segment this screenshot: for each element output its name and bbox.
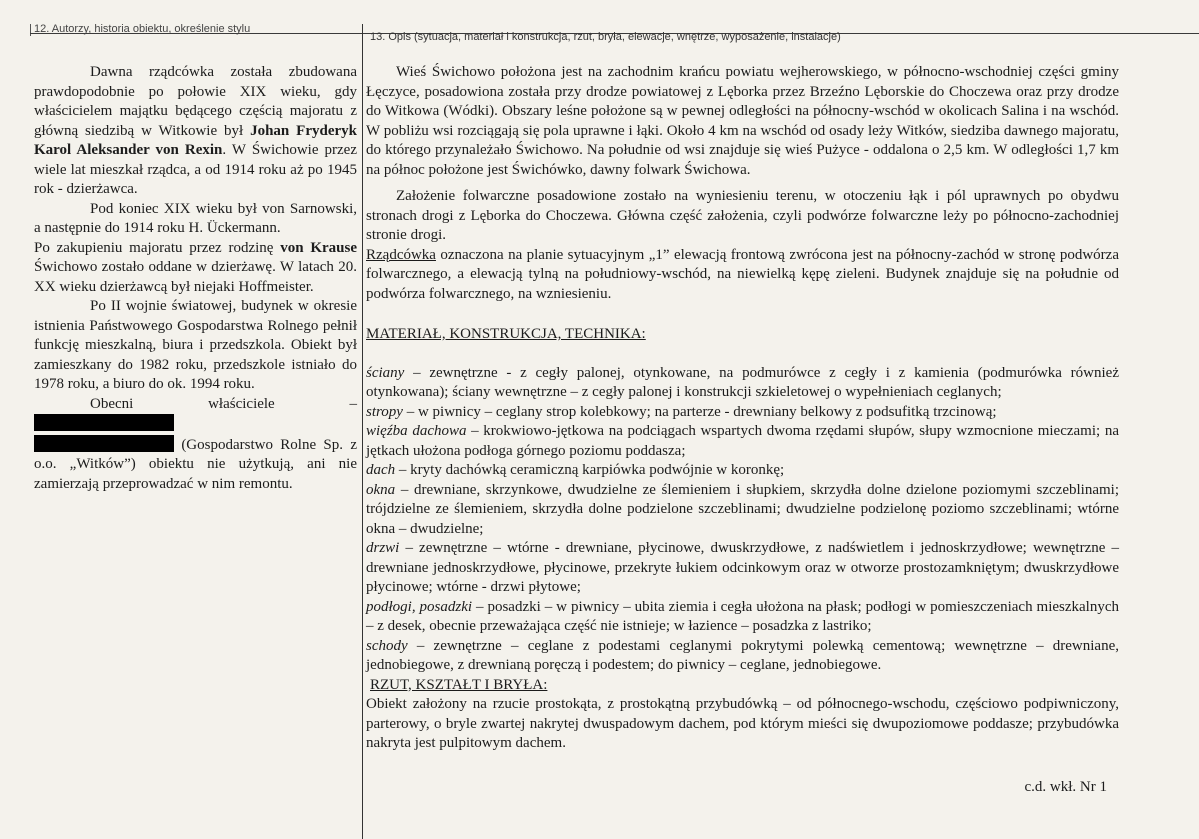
history-column <box>34 63 357 494</box>
family-name: von Krause <box>280 239 357 256</box>
continuation-note: c.d. wkł. Nr 1 <box>1024 779 1107 795</box>
history-paragraph: Po II wojnie światowej, budynek w okresie istnienia Państwowego Gospodarstwa Rolnego pełnił funkcję mieszkalną, biura i przedszkola. Obiekt był zamieszkany do 1982 roku, przedszkole istniało do 1978 roku, a biuro do ok. 1994 roku. <box>34 298 357 392</box>
building-name: Rządcówka <box>366 246 436 263</box>
description-paragraph: Rządcówka oznaczona na planie sytuacyjnym „1” elewacją frontową zwrócona jest na północny-zachód w stronę podwórza folwarcznego, a elewacją tylną na południowy-wschód, na niewielką kępę zieleni. Budynek znajduje się na południe od podwórza folwarcznego, na wzniesieniu. <box>366 246 1119 302</box>
owner-name: Johan Fryderyk Karol Aleksander von Rexin <box>34 122 357 158</box>
material-item: ściany – zewnętrzne - z cegły palonej, otynkowane, na podmurówce z cegły i z kamienia (podmurówka również otynkowana); ściany wewnętrzne – z cegły palonej i konstrukcji szkieletowej o wypełnieniach ceglanych; <box>366 364 1119 400</box>
material-item: okna – drewniane, skrzynkowe, dwudzielne ze ślemieniem i słupkiem, skrzydła dolne dzielone poziomymi szczeblinami; trójdzielne ze ślemieniem, skrzydła dolne podzielone szczeblinami; dwudzielne podzielonę poziomo szczeblinami; wtórne okna – dwudzielne; <box>366 481 1119 537</box>
section-heading: MATERIAŁ, KONSTRUKCJA, TECHNIKA: <box>366 326 646 342</box>
history-paragraph: Po zakupieniu majoratu przez rodzinę von Krause Świchowo zostało oddane w dzierżawę. W latach 20. XX wieku dzierżawcą był niejaki Hoffmeister. <box>34 239 357 295</box>
material-item: podłogi, posadzki – posadzki – w piwnicy – ubita ziemia i cegła ułożona na płask; podłogi w pomieszczeniach mieszkalnych – z desek, obecnie przeważająca część nie istnieje; w łazience – posadzka z lastriko; <box>366 598 1119 634</box>
header-right-label: 13. Opis (sytuacja, materiał i konstrukcja, rzut, bryła, elewacje, wnętrze, wyposażenie, instalacje) <box>370 31 841 43</box>
section-heading: RZUT, KSZTAŁT I BRYŁA: <box>370 676 548 693</box>
history-paragraph: Dawna rządcówka została zbudowana prawdopodobnie po połowie XIX wieku, gdy właścicielem majątku będącego częścią majoratu z główną siedzibą w Witkowie był Johan Fryderyk Karol Aleksander von Rexin. W Świchowie przez wiele lat mieszkał rządca, a od 1914 roku aż po 1945 rok - dzierżawca. <box>34 64 357 197</box>
history-paragraph: Obecni właściciele – (Gospodarstwo Rolne Sp. z o.o. „Witków”) obiektu nie użytkują, ani nie zamierzają przeprowadzać w nim remontu. <box>34 395 357 492</box>
column-divider <box>362 24 363 839</box>
header-left-label: 12. Autorzy, historia obiektu, określenie stylu <box>34 23 251 35</box>
material-item: więźba dachowa – krokwiowo-jętkowa na podciągach wspartych dwoma rzędami słupów, słupy wzmocnione mieczami; na jętkach ułożona podłoga górnego poziomu poddasza; <box>366 423 1119 459</box>
description-paragraph: Obiekt założony na rzucie prostokąta, z prostokątną przybudówką – od północnego-wschodu, częściowo podpiwniczony, parterowy, o bryle zwartej nakrytej dwuspadowym dachem, pod którym mieści się dwupoziomowe poddasze; przybudówka nakryta jest pulpitowym dachem. <box>366 696 1119 751</box>
material-item: drzwi – zewnętrzne – wtórne - drewniane, płycinowe, dwuskrzydłowe, z nadświetlem i jednoskrzydłowe; wewnętrzne – drewniane jednoskrzydłowe, płycinowe, przekryte łukiem odcinkowym oraz w otworze prostozamkniętym; dwuskrzydłowe płycinowe; wtórne - drzwi płytowe; <box>366 540 1119 595</box>
description-column <box>366 63 1119 754</box>
description-paragraph: Założenie folwarczne posadowione zostało na wyniesieniu terenu, w otoczeniu łąk i pól uprawnych po obydwu stronach drogi z Lęborka do Choczewa. Główna część założenia, czyli podwórze folwarczne leży po północno-zachodniej stronie drogi. <box>366 188 1119 243</box>
description-paragraph: Wieś Świchowo położona jest na zachodnim krańcu powiatu wejherowskiego, w północno-wschodniej części gminy Łęczyce, posadowiona została przy drodze powiatowej z Lęborka przez Brzeźno Lęborskie do Choczewa oraz przy drodze do Witkowa (Wódki). Obszary leśne położone są w pewnej odległości na północny-wschód w okolicach Salina i na wschód. W pobliżu wsi rozciągają się pola uprawne i łąki. Około 4 km na wschód od osady leży Witków, siedziba dawnego majoratu, do którego przynależało Świchowo. Na południe od wsi znajduje się wieś Pużyce - oddalona o 2,5 km. W odległości 1,7 km na północ położone jest Świchówko, dawny folwark Świchowa. <box>366 64 1119 178</box>
header-tick <box>30 24 31 36</box>
material-item: schody – zewnętrzne – ceglane z podestami ceglanymi pokrytymi polewką cementową; wewnętrzne – drewniane, jednobiegowe, z drewnianą poręczą i podestem; do piwnicy – ceglane, jednobiegowe. <box>366 637 1119 673</box>
redaction-bar <box>34 414 174 431</box>
material-item: dach – kryty dachówką ceramiczną karpiówka podwójnie w koronkę; <box>366 462 785 478</box>
redaction-bar <box>34 435 174 452</box>
material-item: stropy – w piwnicy – ceglany strop kolebkowy; na parterze - drewniany belkowy z podsufitką trzcinową; <box>366 403 997 420</box>
history-paragraph: Pod koniec XIX wieku był von Sarnowski, a następnie do 1914 roku H. Ückermann. <box>34 200 357 236</box>
